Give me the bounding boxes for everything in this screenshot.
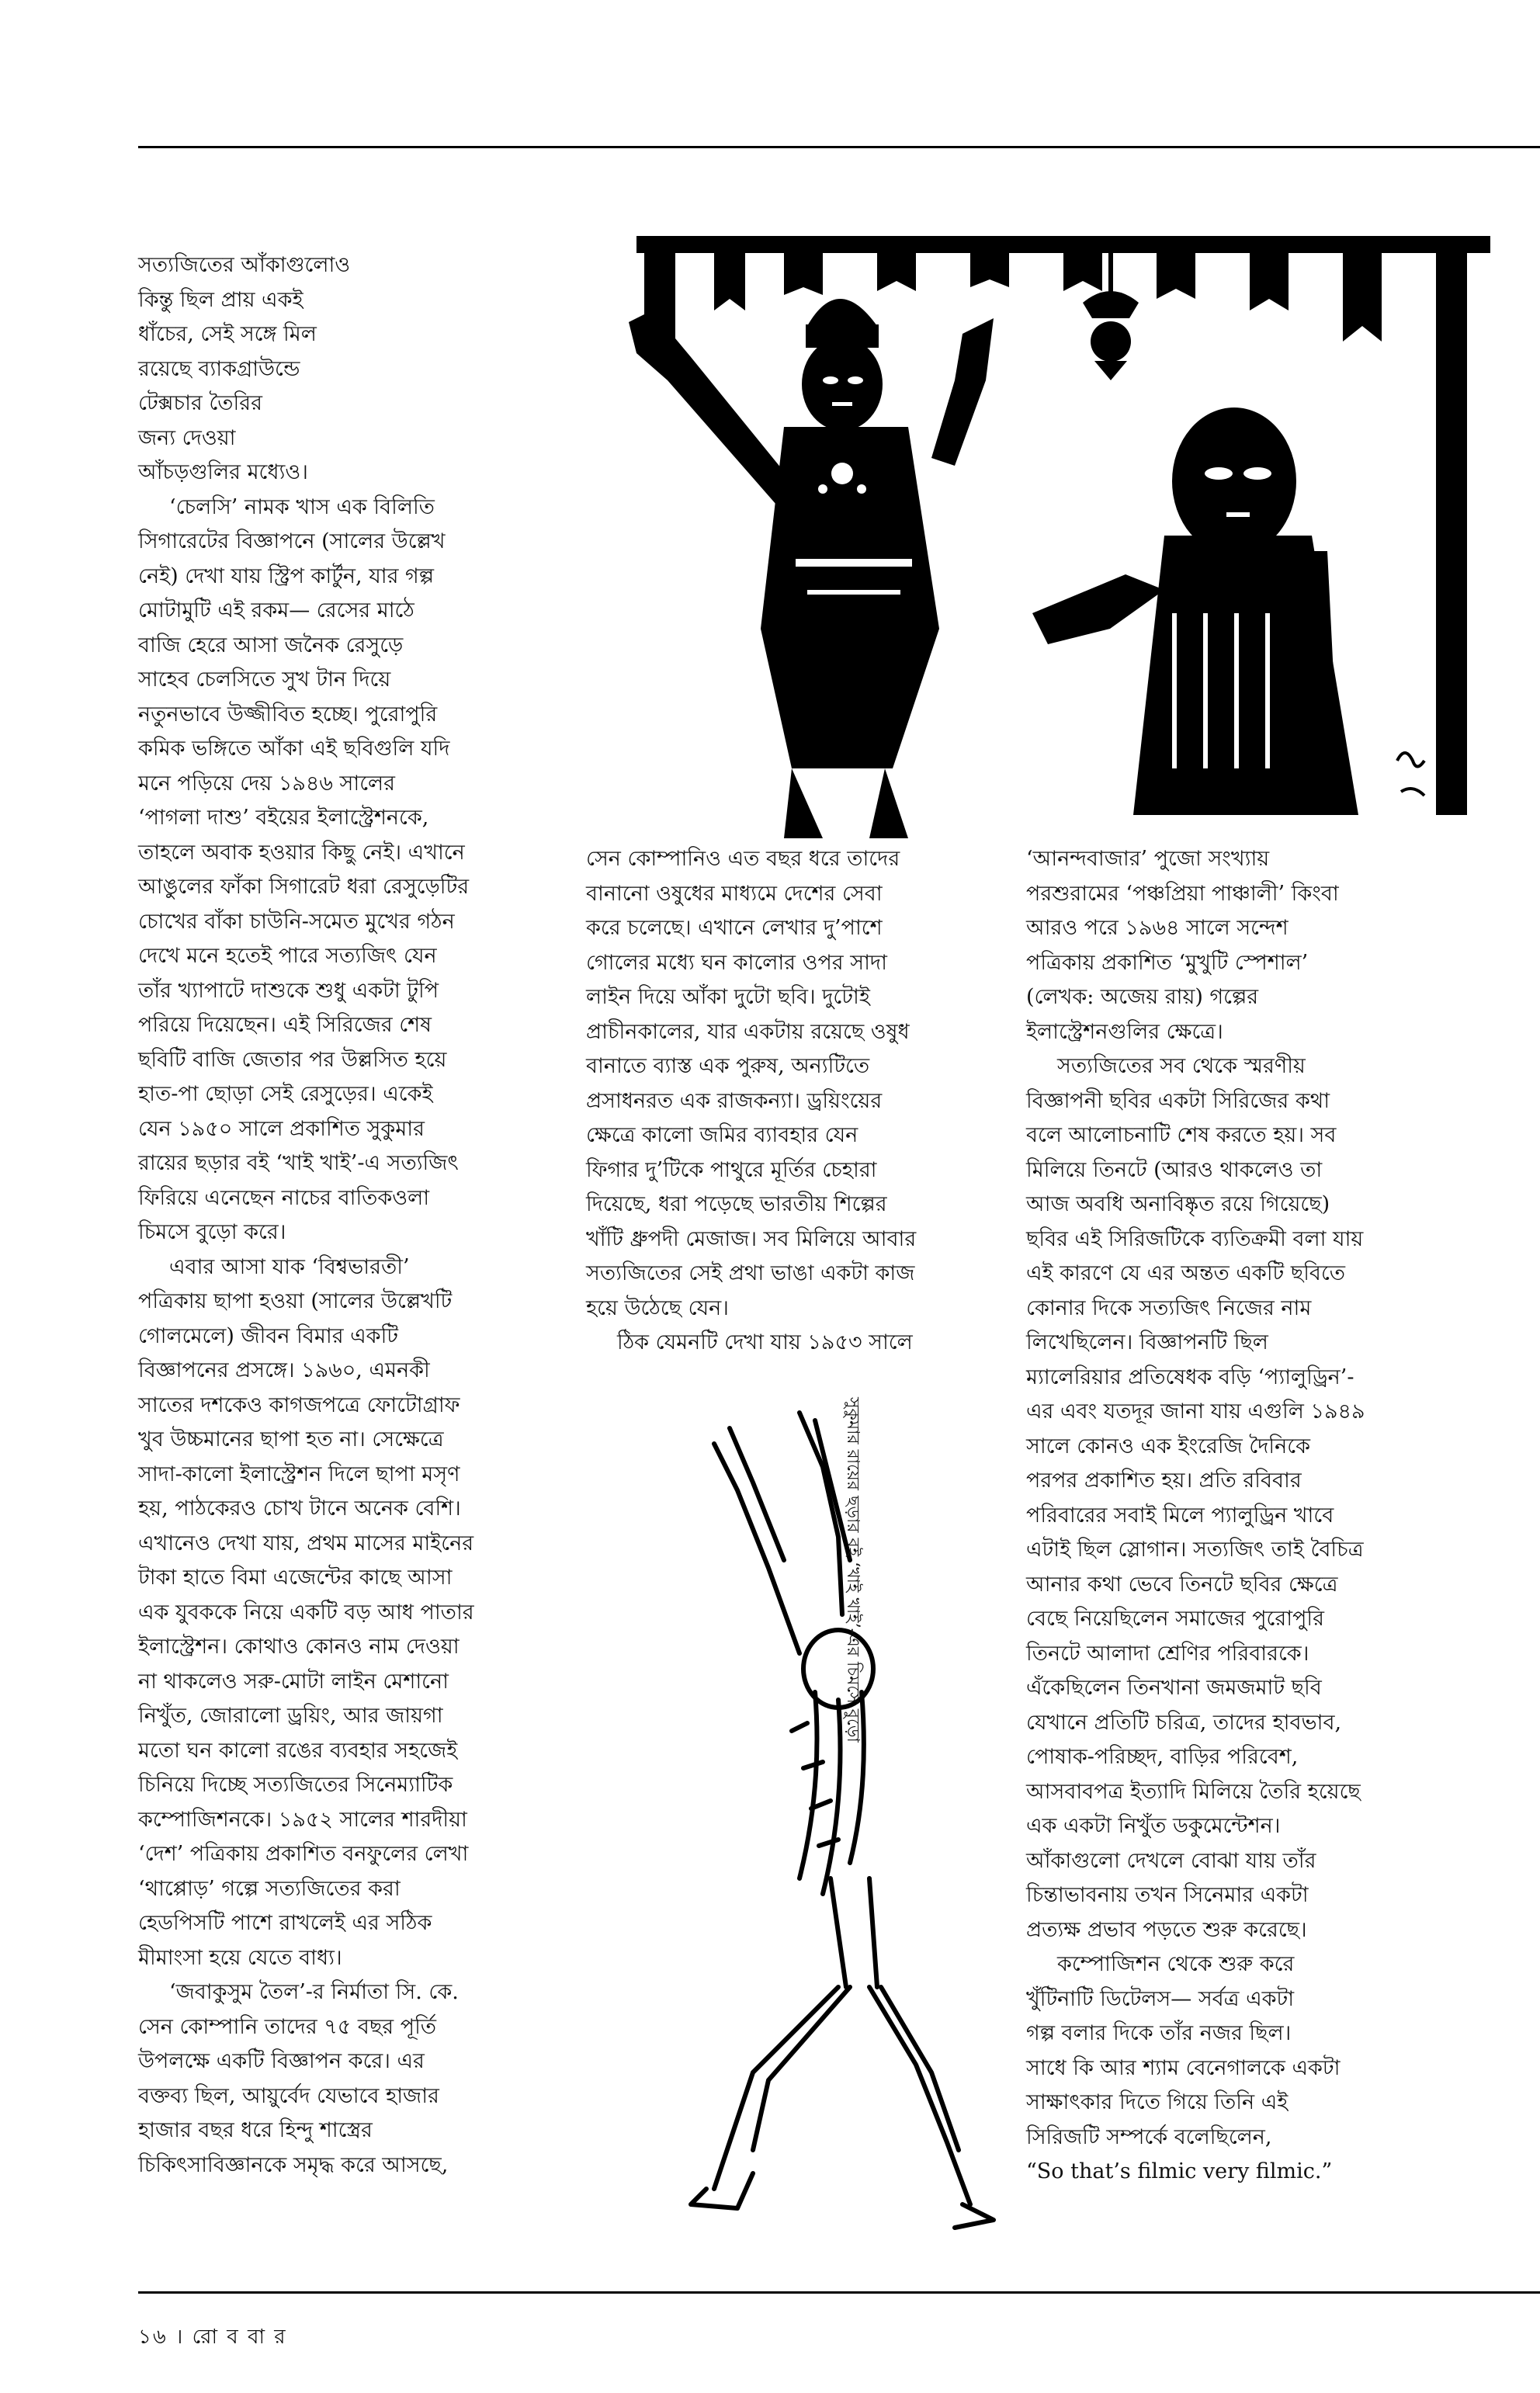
text-line: খুঁটিনাটি ডিটেলস— সর্বত্র একটা xyxy=(1026,1986,1295,2011)
text-line: কিন্তু ছিল প্রায় একই xyxy=(138,287,303,312)
text-line: বলে আলোচনাটি শেষ করতে হয়। সব xyxy=(1026,1123,1337,1147)
text-line: নেই) দেখা যায় স্ট্রিপ কার্টুন, যার গল্প xyxy=(138,564,434,588)
text-line: “So that’s filmic very filmic.” xyxy=(1026,2159,1333,2183)
text-line: গল্প বলার দিকে তাঁর নজর ছিল। xyxy=(1026,2021,1292,2045)
text-line: পরশুরামের ‘পঞ্চপ্রিয়া পাঞ্চালী’ কিংবা xyxy=(1026,881,1339,906)
text-line: ছবিটি বাজি জেতার পর উল্লসিত হয়ে xyxy=(138,1047,447,1072)
text-line: ইলাস্ট্রেশনগুলির ক্ষেত্রে। xyxy=(1026,1019,1223,1044)
text-line: সত্যজিতের সব থেকে স্মরণীয় xyxy=(1057,1054,1306,1078)
text-line: যেখানে প্রতিটি চরিত্র, তাদের হাবভাব, xyxy=(1026,1710,1342,1735)
text-line: ‘পাগলা দাশু’ বইয়ের ইলাস্ট্রেশনকে, xyxy=(138,806,429,830)
text-line: ‘জবাকুসুম তৈল’-র নির্মাতা সি. কে. xyxy=(169,1980,459,2004)
text-line: জন্য দেওয়া xyxy=(138,425,236,450)
text-line: এক একটা নিখুঁত ডকুমেন্টেশন। xyxy=(1026,1814,1281,1838)
text-line: (লেখক: অজেয় রায়) গল্পের xyxy=(1026,985,1259,1009)
text-line: আসবাবপত্র ইত্যাদি মিলিয়ে তৈরি হয়েছে xyxy=(1026,1779,1361,1804)
text-line: রয়েছে ব্যাকগ্রাউন্ডে xyxy=(138,356,300,381)
text-line: হেডপিসটি পাশে রাখলেই এর সঠিক xyxy=(138,1911,432,1935)
text-line: মতো ঘন কালো রঙের ব্যবহার সহজেই xyxy=(138,1738,458,1763)
bottom-rule xyxy=(138,2291,1540,2294)
text-line: সত্যজিতের সেই প্রথা ভাঙা একটা কাজ xyxy=(586,1261,915,1285)
text-line: ‘চেলসি’ নামক খাস এক বিলিতি xyxy=(169,494,435,519)
text-line: পত্রিকায় প্রকাশিত ‘মুখুটি স্পেশাল’ xyxy=(1026,950,1309,975)
text-line: হাত-পা ছোড়া সেই রেসুড়ের। একেই xyxy=(138,1082,433,1106)
text-line: উপলক্ষে একটি বিজ্ঞাপন করে। এর xyxy=(138,2049,425,2073)
text-line: আঁকাগুলো দেখলে বোঝা যায় তাঁর xyxy=(1026,1848,1316,1873)
text-line: হয়ে উঠেছে যেন। xyxy=(586,1295,729,1320)
text-line: কোনার দিকে সত্যজিৎ নিজের নাম xyxy=(1026,1295,1312,1320)
text-line: প্রত্যক্ষ প্রভাব পড়তে শুরু করেছে। xyxy=(1026,1917,1307,1942)
text-line: এখানেও দেখা যায়, প্রথম মাসের মাইনের xyxy=(138,1531,474,1555)
column-1 xyxy=(138,248,519,2183)
text-line: দিয়েছে, ধরা পড়েছে ভারতীয় শিল্পের xyxy=(586,1192,887,1216)
text-line: লাইন দিয়ে আঁকা দুটো ছবি। দুটোই xyxy=(586,985,870,1009)
text-line: সত্যজিতের আঁকাগুলোও xyxy=(138,253,351,277)
text-line: তাঁর খ্যাপাটে দাশুকে শুধু একটা টুপি xyxy=(138,978,439,1003)
text-line: টাকা হাতে বিমা এজেন্টের কাছে আসা xyxy=(138,1566,453,1590)
text-line: লিখেছিলেন। বিজ্ঞাপনটি ছিল xyxy=(1026,1330,1268,1354)
text-line: প্রসাধনরত এক রাজকন্যা। ড্রয়িংয়ের xyxy=(586,1088,883,1113)
text-line: আঁচড়গুলির মধ্যেও। xyxy=(138,460,308,484)
text-line: মনে পড়িয়ে দেয় ১৯৪৬ সালের xyxy=(138,771,396,796)
text-line: এক যুবককে নিয়ে একটি বড় আধ পাতার xyxy=(138,1600,474,1625)
text-line: ফিগার দু’টিকে পাথুরে মূর্তির চেহারা xyxy=(586,1157,877,1182)
text-line: বিজ্ঞাপনী ছবির একটা সিরিজের কথা xyxy=(1026,1088,1330,1113)
text-line: প্রাচীনকালের, যার একটায় রয়েছে ওষুধ xyxy=(586,1019,910,1044)
text-line: আনার কথা ভেবে তিনটে ছবির ক্ষেত্রে xyxy=(1026,1572,1338,1597)
text-line: খাঁটি ধ্রুপদী মেজাজ। সব মিলিয়ে আবার xyxy=(586,1226,917,1251)
magazine-name: রো ব বা র xyxy=(192,2325,287,2349)
column-3 xyxy=(1026,842,1445,2190)
text-line: আঙুলের ফাঁকা সিগারেট ধরা রেসুড়েটির xyxy=(138,875,470,899)
text-line: বানানো ওষুধের মাধ্যমে দেশের সেবা xyxy=(586,881,883,906)
text-line: এঁকেছিলেন তিনখানা জমজমাট ছবি xyxy=(1026,1676,1322,1700)
text-line: চিনিয়ে দিচ্ছে সত্যজিতের সিনেম্যাটিক xyxy=(138,1773,453,1797)
text-line: কম্পোজিশনকে। ১৯৫২ সালের শারদীয়া xyxy=(138,1807,467,1832)
text-line: বক্তব্য ছিল, আয়ুর্বেদ যেভাবে হাজার xyxy=(138,2083,439,2108)
text-line: ম্যালেরিয়ার প্রতিষেধক বড়ি ‘প্যালুড্রিন’- xyxy=(1026,1365,1354,1389)
woodcut-illustration xyxy=(629,225,1490,838)
text-line: দেখে মনে হতেই পারে সত্যজিৎ যেন xyxy=(138,944,437,968)
text-line: সাক্ষাৎকার দিতে গিয়ে তিনি এই xyxy=(1026,2090,1289,2114)
text-line: পত্রিকায় ছাপা হওয়া (সালের উল্লেখটি xyxy=(138,1289,453,1313)
column-2 xyxy=(586,842,990,1361)
text-line: ‘আনন্দবাজার’ পুজো সংখ্যায় xyxy=(1026,847,1270,871)
text-line: পোষাক-পরিচ্ছদ, বাড়ির পরিবেশ, xyxy=(1026,1745,1299,1769)
text-line: সাতের দশকেও কাগজপত্রে ফোটোগ্রাফ xyxy=(138,1392,460,1417)
text-line: চিকিৎসাবিজ্ঞানকে সমৃদ্ধ করে আসছে, xyxy=(138,2152,449,2177)
text-line: সিরিজটি সম্পর্কে বলেছিলেন, xyxy=(1026,2124,1272,2149)
text-line: মোটামুটি এই রকম— রেসের মাঠে xyxy=(138,598,414,623)
text-line: সাহেব চেলসিতে সুখ টান দিয়ে xyxy=(138,668,391,692)
footer-separator: । xyxy=(175,2325,185,2349)
text-line: তিনটে আলাদা শ্রেণির পরিবারকে। xyxy=(1026,1641,1309,1666)
figure-caption: সুকুমার রায়ের ছড়ার বই ‘খাই খাই’-এর চিমসে বুড়ো xyxy=(843,1397,862,1743)
text-line: ‘থাপ্পোড়’ গল্পে সত্যজিতের করা xyxy=(138,1876,401,1901)
text-line: টেক্সচার তৈরির xyxy=(138,391,262,415)
text-line: সালে কোনও এক ইংরেজি দৈনিকে xyxy=(1026,1434,1310,1458)
text-line: বানাতে ব্যাস্ত এক পুরুষ, অন্যটিতে xyxy=(586,1054,870,1078)
text-line: বেছে নিয়েছিলেন সমাজের পুরোপুরি xyxy=(1026,1607,1324,1631)
text-line: পরিয়ে দিয়েছেন। এই সিরিজের শেষ xyxy=(138,1013,432,1037)
text-line: বিজ্ঞাপনের প্রসঙ্গে। ১৯৬০, এমনকী xyxy=(138,1358,430,1382)
text-line: চিন্তাভাবনায় তখন সিনেমার একটা xyxy=(1026,1883,1309,1907)
text-line: এবার আসা যাক ‘বিশ্বভারতী’ xyxy=(169,1254,410,1279)
text-line: তাহলে অবাক হওয়ার কিছু নেই। এখানে xyxy=(138,840,465,865)
text-line: ফিরিয়ে এনেছেন নাচের বাতিকওলা xyxy=(138,1185,430,1210)
text-line: এর এবং যতদূর জানা যায় এগুলি ১৯৪৯ xyxy=(1026,1399,1365,1424)
text-line: মীমাংসা হয়ে যেতে বাধ্য। xyxy=(138,1945,342,1970)
text-line: হাজার বছর ধরে হিন্দু শাস্ত্রের xyxy=(138,2118,373,2142)
text-line: পরিবারের সবাই মিলে প্যালুড্রিন খাবে xyxy=(1026,1503,1334,1528)
text-line: ইলাস্ট্রেশন। কোথাও কোনও নাম দেওয়া xyxy=(138,1635,460,1659)
text-line: চিমসে বুড়ো করে। xyxy=(138,1220,286,1244)
text-line: গোলমেলে) জীবন বিমার একটি xyxy=(138,1323,399,1348)
text-line: আরও পরে ১৯৬৪ সালে সন্দেশ xyxy=(1026,916,1289,940)
text-line: এটাই ছিল স্লোগান। সত্যজিৎ তাই বৈচিত্র xyxy=(1026,1538,1364,1562)
text-line: নিখুঁত, জোরালো ড্রয়িং, আর জায়গা xyxy=(138,1704,443,1728)
text-line: সাধে কি আর শ্যাম বেনেগালকে একটা xyxy=(1026,2055,1341,2080)
text-line: যেন ১৯৫০ সালে প্রকাশিত সুকুমার xyxy=(138,1116,425,1141)
text-line: ধাঁচের, সেই সঙ্গে মিল xyxy=(138,322,317,346)
text-line: মিলিয়ে তিনটে (আরও থাকলেও তা xyxy=(1026,1157,1323,1182)
text-line: সিগারেটের বিজ্ঞাপনে (সালের উল্লেখ xyxy=(138,529,446,553)
text-line: চোখের বাঁকা চাউনি-সমেত মুখের গঠন xyxy=(138,909,455,934)
text-line: সেন কোম্পানি তাদের ৭৫ বছর পূর্তি xyxy=(138,2014,437,2039)
text-line: পরপর প্রকাশিত হয়। প্রতি রবিবার xyxy=(1026,1469,1302,1493)
text-line: কমিক ভঙ্গিতে আঁকা এই ছবিগুলি যদি xyxy=(138,737,450,761)
text-line: নতুনভাবে উজ্জীবিত হচ্ছে। পুরোপুরি xyxy=(138,702,438,727)
text-line: হয়, পাঠকেরও চোখ টানে অনেক বেশি। xyxy=(138,1496,461,1521)
text-line: ‘দেশ’ পত্রিকায় প্রকাশিত বনফুলের লেখা xyxy=(138,1842,469,1866)
text-line: খুব উচ্চমানের ছাপা হত না। সেক্ষেত্রে xyxy=(138,1427,444,1451)
text-line: এই কারণে যে এর অন্তত একটি ছবিতে xyxy=(1026,1261,1346,1285)
text-line: ক্ষেত্রে কালো জমির ব্যাবহার যেন xyxy=(586,1123,858,1147)
text-line: সেন কোম্পানিও এত বছর ধরে তাদের xyxy=(586,847,900,871)
text-line: বাজি হেরে আসা জনৈক রেসুড়ে xyxy=(138,633,404,657)
page-number: ১৬ xyxy=(138,2325,168,2349)
text-line: রায়ের ছড়ার বই ‘খাই খাই’-এ সত্যজিৎ xyxy=(138,1151,459,1175)
text-line: সাদা-কালো ইলাস্ট্রেশন দিলে ছাপা মসৃণ xyxy=(138,1462,460,1486)
page-footer xyxy=(138,2321,287,2355)
top-rule xyxy=(138,146,1540,148)
text-line: ছবির এই সিরিজটিকে ব্যতিক্রমী বলা যায় xyxy=(1026,1226,1364,1251)
text-line: না থাকলেও সরু-মোটা লাইন মেশানো xyxy=(138,1669,449,1694)
text-line: গোলের মধ্যে ঘন কালোর ওপর সাদা xyxy=(586,950,887,975)
text-line: কম্পোজিশন থেকে শুরু করে xyxy=(1057,1952,1295,1976)
text-line: করে চলেছে। এখানে লেখার দু’পাশে xyxy=(586,916,883,940)
text-line: আজ অবধি অনাবিষ্কৃত রয়ে গিয়েছে) xyxy=(1026,1192,1330,1216)
text-line: ঠিক যেমনটি দেখা যায় ১৯৫৩ সালে xyxy=(617,1330,913,1354)
